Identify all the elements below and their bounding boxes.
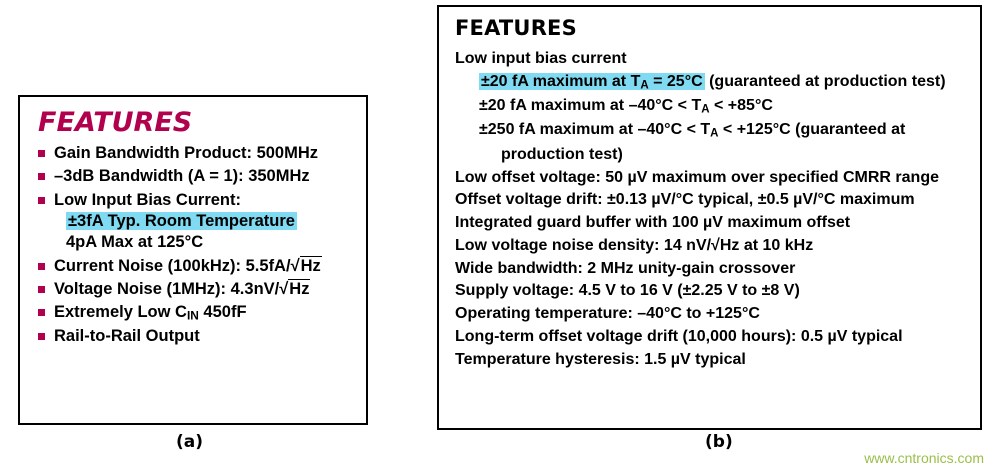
list-item — [38, 326, 356, 347]
feature-line: Temperature hysteresis: 1.5 µV typical — [455, 350, 746, 368]
feature-text: Rail-to-Rail Output — [54, 326, 200, 345]
feature-text-group — [54, 190, 356, 254]
feature-text: –3dB Bandwidth (A = 1): 350MHz — [54, 167, 310, 186]
sub-spec-line: 4pA Max at 125°C — [66, 233, 204, 252]
bullet-square-icon — [38, 173, 45, 180]
features-panel-b — [437, 5, 982, 430]
sqrt-radicand: Hz — [300, 256, 321, 275]
list-item — [38, 302, 356, 324]
feature-line: Low offset voltage: 50 µV maximum over specified CMRR range — [455, 168, 939, 186]
feature-text: Gain Bandwidth Product: 500MHz — [54, 144, 319, 163]
spec-tail: = 25°C — [648, 72, 703, 90]
feature-line: production test) — [501, 145, 623, 163]
bullet-square-icon — [38, 263, 45, 270]
feature-line — [455, 95, 968, 118]
bullet-square-icon — [38, 150, 45, 157]
bullet-square-icon — [38, 286, 45, 293]
watermark: www.cntronics.com — [864, 450, 984, 466]
sqrt-radicand: Hz — [289, 279, 310, 298]
feature-text-group — [54, 279, 356, 300]
spec-tail: < +85°C — [709, 97, 773, 115]
cin-subscript: IN — [186, 308, 199, 323]
sqrt-icon: √Hz — [279, 279, 310, 298]
spec-subscript: A — [640, 79, 649, 92]
features-panel-a — [18, 95, 368, 425]
list-item — [38, 256, 356, 277]
spec-text: ±250 fA maximum at –40°C < T — [479, 121, 711, 139]
bullet-square-icon — [38, 333, 45, 340]
sqrt-icon: √Hz — [290, 256, 321, 275]
highlighted-spec — [479, 73, 705, 90]
feature-line: Low voltage noise density: 14 nV/√Hz at 10 kHz — [455, 236, 814, 254]
spec-text: ±20 fA maximum at T — [481, 72, 641, 90]
list-item — [38, 166, 356, 187]
caption-panel-a: (a) — [176, 432, 204, 452]
caption-panel-b: (b) — [705, 432, 733, 452]
cin-value: 450fF — [198, 302, 247, 321]
feature-text: Voltage Noise (1MHz): 4.3nV/ — [54, 279, 280, 298]
feature-line: Low input bias current — [455, 50, 627, 67]
spec-tail: < +125°C (guaranteed at — [718, 121, 906, 139]
feature-line: Operating temperature: –40°C to +125°C — [455, 305, 760, 323]
bullet-square-icon — [38, 309, 45, 316]
bullet-square-icon — [38, 197, 45, 204]
feature-line: Long-term offset voltage drift (10,000 hours): 0.5 µV typical — [455, 327, 903, 345]
feature-text: Current Noise (100kHz): 5.5fA/ — [54, 256, 291, 275]
spec-subscript: A — [701, 103, 710, 116]
feature-line: Wide bandwidth: 2 MHz unity-gain crossover — [455, 259, 796, 277]
panel-b-title: FEATURES — [455, 16, 577, 40]
panel-a-title: FEATURES — [38, 107, 193, 138]
panel-a-feature-list — [20, 143, 366, 346]
feature-text: Low Input Bias Current: — [54, 190, 241, 209]
feature-line: Supply voltage: 4.5 V to 16 V (±2.25 V to ±8 V) — [455, 282, 800, 300]
feature-text: Extremely Low C — [54, 302, 187, 321]
feature-line-highlighted — [455, 71, 968, 94]
list-item — [38, 143, 356, 164]
spec-subscript: A — [710, 127, 719, 140]
highlighted-spec: ±3fA Typ. Room Temperature — [68, 211, 295, 230]
feature-text-group — [54, 256, 356, 277]
feature-line — [455, 119, 968, 142]
list-item — [38, 190, 356, 254]
highlighted-spec-line — [54, 211, 356, 232]
feature-line: Integrated guard buffer with 100 µV maximum offset — [455, 214, 851, 232]
list-item — [38, 279, 356, 300]
spec-text: ±20 fA maximum at –40°C < T — [479, 97, 702, 115]
feature-text-group — [54, 302, 356, 324]
feature-line: Offset voltage drift: ±0.13 µV/°C typical, ±0.5 µV/°C maximum — [455, 191, 915, 209]
spec-note: (guaranteed at production test) — [704, 72, 946, 90]
